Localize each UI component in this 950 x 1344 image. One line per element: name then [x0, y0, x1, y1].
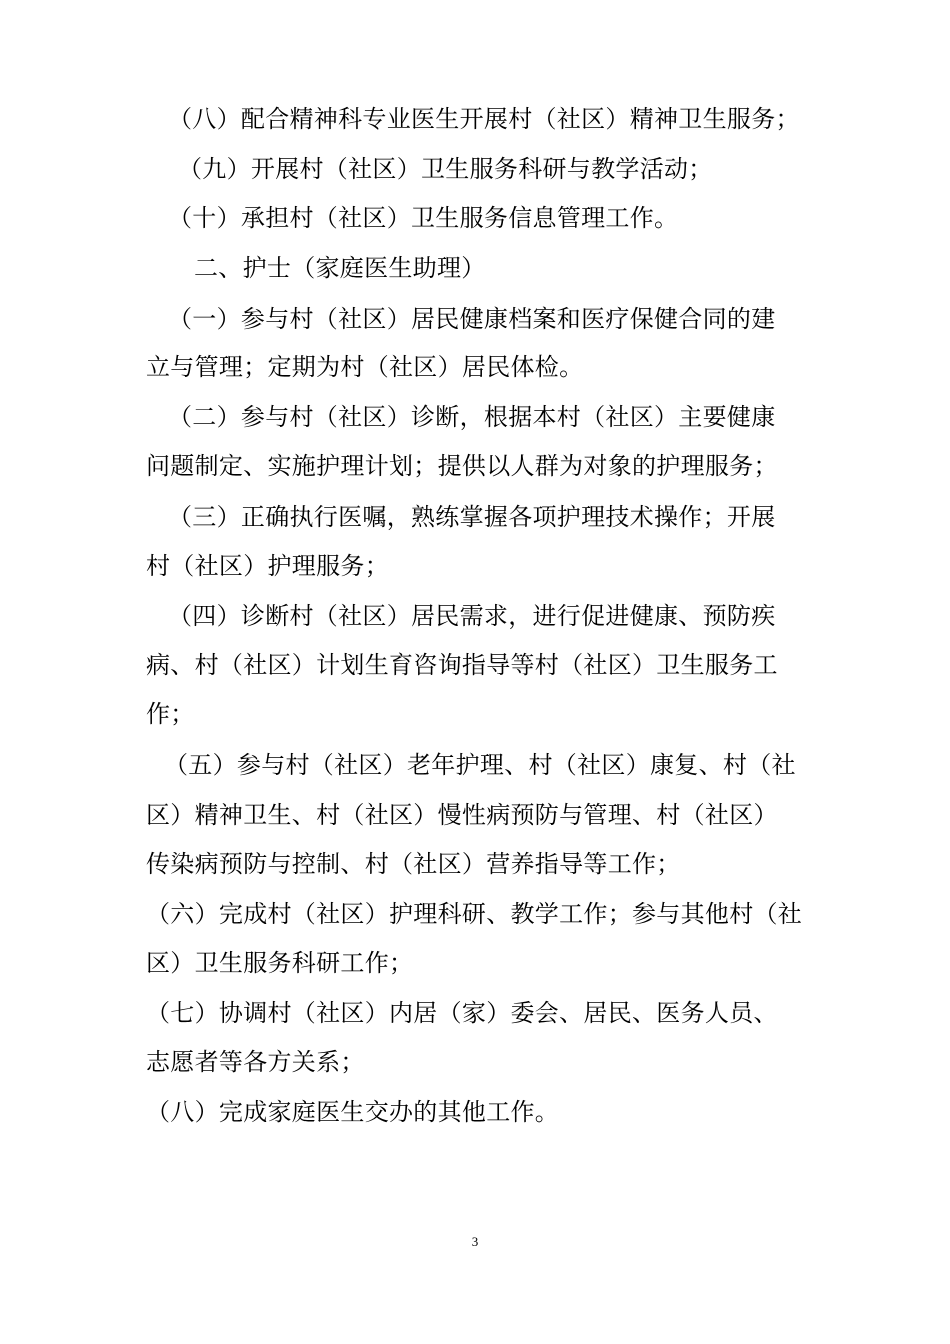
text-line-1: （八）配合精神科专业医生开展村（社区）精神卫生服务； [168, 105, 800, 133]
text-line-18: 区）卫生服务科研工作； [146, 949, 414, 977]
page-number: 3 [471, 1234, 479, 1249]
text-line-12: 病、村（社区）计划生育咨询指导等村（社区）卫生服务工 [146, 651, 778, 679]
text-line-7: （二）参与村（社区）诊断，根据本村（社区）主要健康 [168, 403, 776, 431]
section-heading-nurse: 二、护士（家庭医生助理） [194, 254, 486, 282]
text-line-13: 作； [146, 700, 195, 728]
text-line-2: （九）开展村（社区）卫生服务科研与教学活动； [178, 155, 713, 183]
text-line-3: （十）承担村（社区）卫生服务信息管理工作。 [168, 204, 679, 232]
text-line-5: （一）参与村（社区）居民健康档案和医疗保健合同的建 [168, 305, 776, 333]
text-line-21: （八）完成家庭医生交办的其他工作。 [146, 1098, 560, 1126]
text-line-20: 志愿者等各方关系； [146, 1048, 365, 1076]
text-line-17: （六）完成村（社区）护理科研、教学工作；参与其他村（社 [146, 900, 803, 928]
text-line-19: （七）协调村（社区）内居（家）委会、居民、医务人员、 [146, 999, 778, 1027]
text-line-14: （五）参与村（社区）老年护理、村（社区）康复、村（社 [164, 751, 796, 779]
text-line-11: （四）诊断村（社区）居民需求，进行促进健康、预防疾 [168, 602, 776, 630]
text-line-15: 区）精神卫生、村（社区）慢性病预防与管理、村（社区） [146, 801, 778, 829]
text-line-6: 立与管理；定期为村（社区）居民体检。 [146, 353, 584, 381]
text-line-10: 村（社区）护理服务； [146, 552, 389, 580]
text-line-8: 问题制定、实施护理计划；提供以人群为对象的护理服务； [146, 452, 778, 480]
text-line-9: （三）正确执行医嘱，熟练掌握各项护理技术操作；开展 [168, 503, 776, 531]
text-line-16: 传染病预防与控制、村（社区）营养指导等工作； [146, 850, 681, 878]
